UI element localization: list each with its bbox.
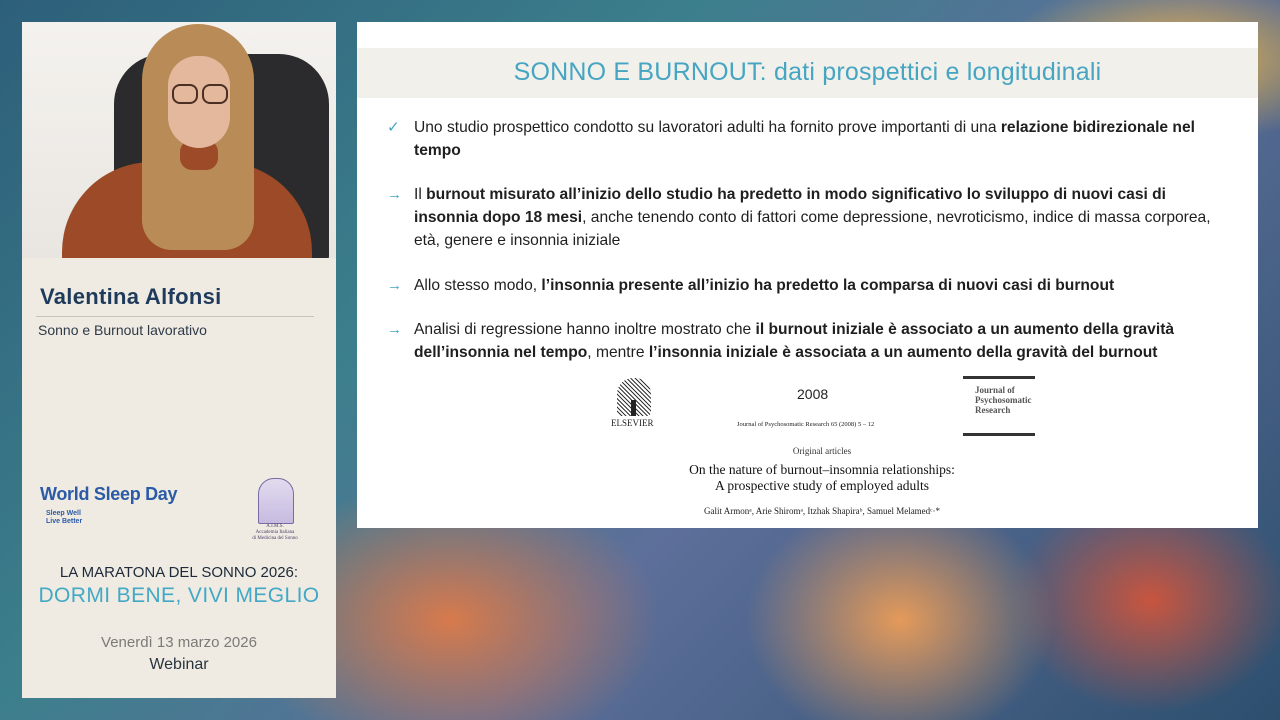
article-section: Original articles <box>792 446 852 456</box>
aims-emblem-icon <box>258 478 294 524</box>
publisher-name: ELSEVIER <box>611 418 654 428</box>
paper-authors: Galit Armonᵃ, Arie Shiromᵃ, Itzhak Shapiraᵇ, Samuel Melamedᶜ·* <box>704 506 940 516</box>
arrow-right-icon: → <box>387 321 402 338</box>
aims-logo-text <box>246 524 304 542</box>
publication-year: 2008 <box>797 386 829 402</box>
aims-name-1: Accademia Italiana <box>255 530 295 535</box>
arrow-right-icon: → <box>387 186 402 203</box>
event-date: Venerdì 13 marzo 2026 <box>101 634 257 651</box>
elsevier-logo <box>611 378 657 430</box>
paper-title-line-2: A prospective study of employed adults <box>714 478 930 493</box>
tree-trunk-shape <box>631 400 636 416</box>
check-icon: ✓ <box>387 119 400 136</box>
wsd-logo-text: World Sleep Day <box>40 484 178 504</box>
wsd-tagline-1: Sleep Well <box>46 510 81 517</box>
speaker-webcam <box>22 22 336 258</box>
paper-title <box>597 462 1047 494</box>
divider <box>36 316 314 317</box>
bullet-text: Allo stesso modo, l’insonnia presente all’inizio ha predetto la comparsa di nuovi casi di burnout <box>414 277 1115 294</box>
world-sleep-day-logo <box>40 484 190 532</box>
event-title: LA MARATONA DEL SONNO 2026: <box>59 564 299 581</box>
speaker-panel <box>22 22 336 698</box>
wsd-tagline <box>46 510 82 526</box>
bullet-text: Il burnout misurato all’inizio dello studio ha predetto in modo significativo lo sviluppo di nuovi casi di insonnia dopo 18 mesi, anche tenendo conto di fattori come depressione, nevroticismo, indice di massa corporea, età, genere e insonnia iniziale <box>414 186 1211 249</box>
speaker-topic: Sonno e Burnout lavorativo <box>38 322 207 338</box>
slide-title: SONNO E BURNOUT: dati prospettici e longitudinali <box>513 58 1102 86</box>
glasses-shape <box>172 84 228 102</box>
event-subtitle: DORMI BENE, VIVI MEGLIO <box>38 584 320 607</box>
bullet-text: Uno studio prospettico condotto su lavoratori adulti ha fornito prove importanti di una relazione bidirezionale nel tempo <box>414 119 1195 159</box>
aims-logo <box>252 478 298 540</box>
event-format: Webinar <box>149 656 209 673</box>
presentation-slide <box>357 22 1258 528</box>
speaker-name: Valentina Alfonsi <box>40 284 222 309</box>
aims-abbr: A.I.M.S. <box>266 524 284 529</box>
journal-reference: Journal of Psychosomatic Research 65 (2008) 5 – 12 <box>737 421 875 428</box>
journal-logo-text: Journal of Psychosomatic Research <box>975 385 1032 415</box>
wsd-tagline-2: Live Better <box>46 518 83 525</box>
paper-citation-image <box>597 374 1037 524</box>
journal-logo <box>963 376 1035 436</box>
paper-title-line-1: On the nature of burnout–insomnia relationships: <box>689 462 955 477</box>
bullet-text: Analisi di regressione hanno inoltre mostrato che il burnout iniziale è associato a un aumento della gravità dell’insonnia nel tempo, mentre l’insonnia iniziale è associata a un aumento della gravità del burnout <box>414 321 1175 361</box>
aims-name-2: di Medicina del Sonno <box>252 536 298 541</box>
arrow-right-icon: → <box>387 277 402 294</box>
